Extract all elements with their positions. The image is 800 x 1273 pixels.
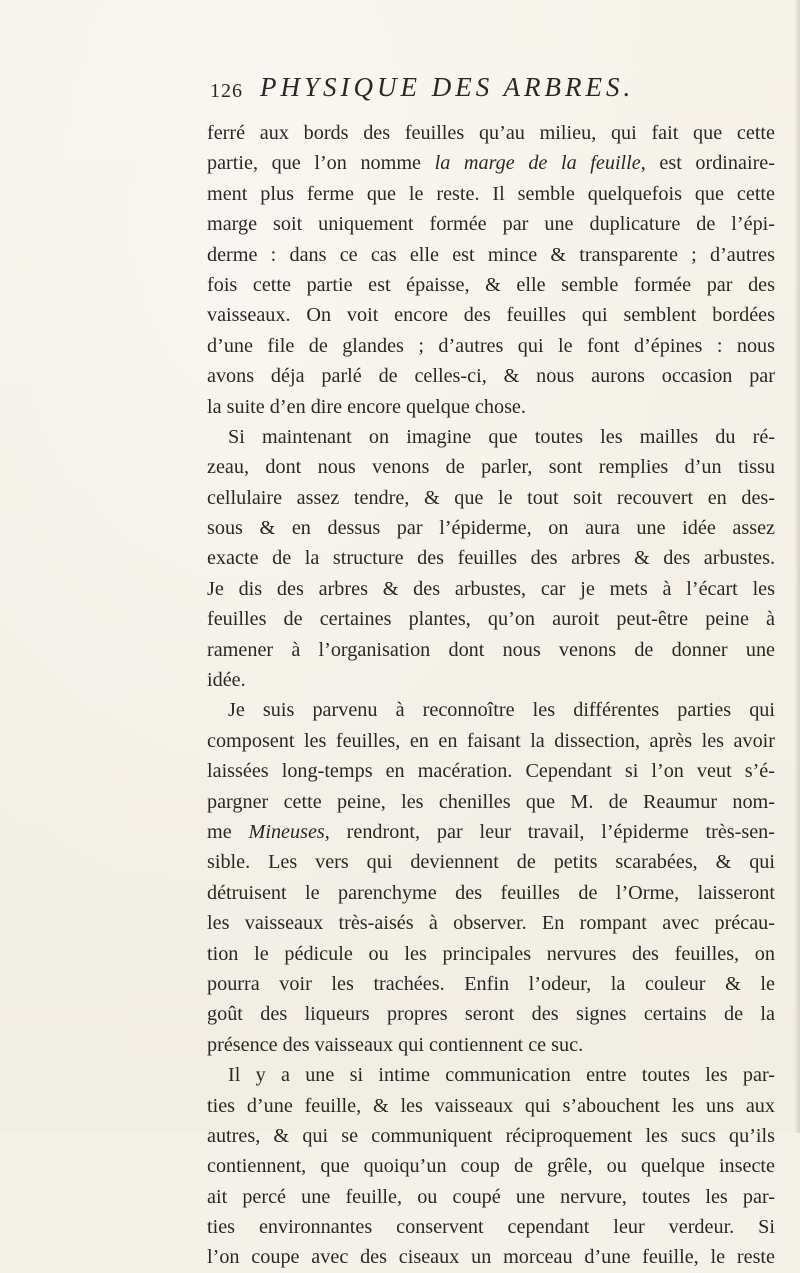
- text-line: laissées long-temps en macération. Cependant si l’on veut s’é-: [207, 760, 775, 783]
- text-line: avons déja parlé de celles-ci, & nous aurons occasion par: [207, 365, 775, 388]
- italic-term: la marge de la feuille: [434, 152, 641, 175]
- text-line: ait percé une feuille, ou coupé une nervure, toutes les par-: [207, 1185, 775, 1208]
- text-line: sible. Les vers qui deviennent de petits scarabées, & qui: [207, 851, 775, 874]
- text-segment: , est ordinaire-: [640, 152, 775, 175]
- text-line: Je dis des arbres & des arbustes, car je mets à l’écart les: [207, 577, 775, 600]
- text-line: derme : dans ce cas elle est mince & transparente ; d’autres: [207, 243, 775, 266]
- text-line: Je suis parvenu à reconnoître les différentes parties qui: [228, 699, 775, 722]
- text-line: ferré aux bords des feuilles qu’au milieu, qui fait que cette: [207, 122, 775, 144]
- text-line: présence des vaisseaux qui contiennent ce suc.: [207, 1033, 584, 1056]
- text-line: ties d’une feuille, & les vaisseaux qui s’abouchent les uns aux: [207, 1094, 775, 1117]
- text-line: feuilles de certaines plantes, qu’on auroit peut-être peine à: [207, 608, 775, 631]
- body-text: [207, 118, 775, 1273]
- text-line: contiennent, que quoiqu’un coup de grêle, ou quelque insecte: [207, 1155, 775, 1178]
- text-line: exacte de la structure des feuilles des arbres & des arbustes.: [207, 547, 775, 570]
- text-line: ties environnantes conservent cependant leur verdeur. Si: [207, 1216, 775, 1239]
- text-segment: , rendront, par leur travail, l’épiderme très-sen-: [324, 820, 775, 843]
- page-number: 126: [210, 80, 243, 102]
- text-line: ment plus ferme que le reste. Il semble quelquefois que cette: [207, 182, 775, 205]
- text-line: détruisent le parenchyme des feuilles de l’Orme, laisseront: [207, 881, 775, 904]
- text-line: marge soit uniquement formée par une duplicature de l’épi-: [207, 213, 775, 236]
- text-line: tion le pédicule ou les principales nervures des feuilles, on: [207, 942, 775, 965]
- text-line: [207, 817, 775, 847]
- running-title: PHYSIQUE DES ARBRES.: [260, 72, 635, 102]
- text-segment: me: [207, 820, 249, 843]
- text-line: zeau, dont nous venons de parler, sont remplies d’un tissu: [207, 456, 775, 479]
- text-line: ramener à l’organisation dont nous venons de donner une: [207, 638, 775, 661]
- text-line: cellulaire assez tendre, & que le tout soit recouvert en des-: [207, 486, 775, 509]
- text-line: pargner cette peine, les chenilles que M. de Reaumur nom-: [207, 790, 775, 813]
- text-line: sous & en dessus par l’épiderme, on aura une idée assez: [207, 517, 775, 540]
- text-line: vaisseaux. On voit encore des feuilles qui semblent bordées: [207, 304, 775, 327]
- text-line: la suite d’en dire encore quelque chose.: [207, 395, 526, 418]
- text-line: Si maintenant on imagine que toutes les mailles du ré-: [228, 425, 775, 448]
- text-line: les vaisseaux très-aisés à observer. En rompant avec précau-: [207, 912, 775, 935]
- text-line: composent les feuilles, en en faisant la dissection, après les avoir: [207, 729, 775, 752]
- text-line: goût des liqueurs propres seront des signes certains de la: [207, 1003, 775, 1026]
- text-line: idée.: [207, 669, 246, 692]
- running-header: [210, 72, 770, 112]
- text-line: l’on coupe avec des ciseaux un morceau d’une feuille, le reste: [207, 1246, 775, 1269]
- text-line: pourra voir les trachées. Enfin l’odeur, la couleur & le: [207, 972, 775, 995]
- text-line: fois cette partie est épaisse, & elle semble formée par des: [207, 273, 775, 296]
- text-line: autres, & qui se communiquent réciproquement les sucs qu’ils: [207, 1124, 775, 1147]
- italic-term: Mineuses: [248, 820, 325, 843]
- text-line: d’une file de glandes ; d’autres qui le font d’épines : nous: [207, 334, 775, 357]
- text-segment: partie, que l’on nomme: [207, 152, 435, 175]
- text-line: [207, 148, 775, 178]
- text-line: Il y a une si intime communication entre toutes les par-: [228, 1064, 775, 1087]
- page-edge-shadow: [794, 0, 800, 1133]
